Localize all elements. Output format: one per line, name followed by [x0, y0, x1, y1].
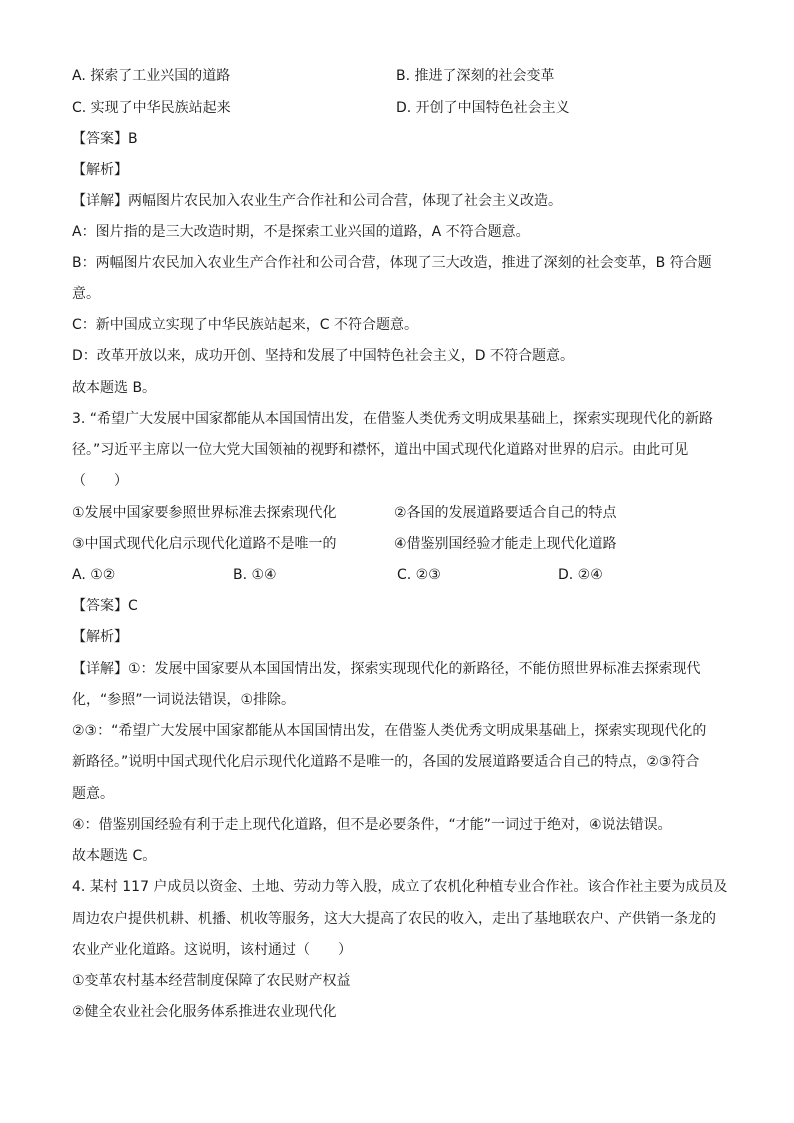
- q2-detail-intro: 【详解】两幅图片农民加入农业生产合作社和公司合营，体现了社会主义改造。: [72, 193, 562, 209]
- q2-detail-c: C：新中国成立实现了中华民族站起来，C 不符合题意。: [72, 317, 418, 333]
- q3-detail-2-line2: 新路径。”说明中国式现代化启示现代化道路不是唯一的，各国的发展道路要适合自己的特点，②③符合: [72, 754, 700, 770]
- q3-stem-line3: （ ）: [72, 473, 128, 489]
- q2-detail-b-line2: 意。: [72, 286, 100, 302]
- q4-item-2: ②健全农业社会化服务体系推进农业现代化: [72, 1004, 337, 1020]
- q3-item-3: ③中国式现代化启示现代化道路不是唯一的: [72, 536, 337, 552]
- q2-option-a: A. 探索了工业兴国的道路: [72, 68, 231, 84]
- q3-analysis-label: 【解析】: [72, 629, 128, 645]
- q2-detail-a: A：图片指的是三大改造时期，不是探索工业兴国的道路，A 不符合题意。: [72, 224, 530, 240]
- q2-analysis-label: 【解析】: [72, 162, 128, 178]
- q3-option-b: B. ①④: [233, 567, 277, 583]
- q3-conclusion: 故本题选 C。: [72, 848, 157, 864]
- q4-stem-line2: 周边农户提供机耕、机播、机收等服务，这大大提高了农民的收入，走出了基地联农户、产供销一条龙的: [72, 911, 716, 927]
- q3-detail-2-line3: 题意。: [72, 786, 114, 802]
- q3-answer: 【答案】C: [72, 598, 138, 614]
- q2-answer: 【答案】B: [72, 131, 138, 147]
- q2-option-b: B. 推进了深刻的社会变革: [396, 68, 555, 84]
- q3-stem-line1: 3. “希望广大发展中国家都能从本国国情出发，在借鉴人类优秀文明成果基础上，探索实现现代化的新路: [72, 411, 714, 427]
- q2-option-d: D. 开创了中国特色社会主义: [396, 100, 570, 116]
- q4-stem-line1: 4. 某村 117 户成员以资金、土地、劳动力等入股，成立了农机化种植专业合作社。该合作社主要为成员及: [72, 879, 728, 895]
- q3-option-c: C. ②③: [397, 567, 441, 583]
- q3-option-d: D. ②④: [558, 567, 603, 583]
- q3-detail-2-line1: ②③：“希望广大发展中国家都能从本国国情出发，在借鉴人类优秀文明成果基础上，探索实现现代化的: [72, 723, 707, 739]
- q2-option-c: C. 实现了中华民族站起来: [72, 100, 231, 116]
- q4-item-1: ①变革农村基本经营制度保障了农民财产权益: [72, 973, 351, 989]
- q2-conclusion: 故本题选 B。: [72, 380, 157, 396]
- q3-item-2: ②各国的发展道路要适合自己的特点: [394, 505, 617, 521]
- q3-detail-1-line1: 【详解】①：发展中国家要从本国国情出发，探索实现现代化的新路径，不能仿照世界标准去探索现代: [72, 661, 701, 677]
- q3-stem-line2: 径。”习近平主席以一位大党大国领袖的视野和襟怀，道出中国式现代化道路对世界的启示。由此可见: [72, 442, 689, 458]
- q3-option-a: A. ①②: [72, 567, 116, 583]
- q2-detail-d: D：改革开放以来，成功开创、坚持和发展了中国特色社会主义，D 不符合题意。: [72, 348, 575, 364]
- q3-detail-4: ④：借鉴别国经验有利于走上现代化道路，但不是必要条件，“才能”一词过于绝对，④说法错误。: [72, 817, 672, 833]
- q3-item-1: ①发展中国家要参照世界标准去探索现代化: [72, 505, 337, 521]
- q2-detail-b-line1: B：两幅图片农民加入农业生产合作社和公司合营，体现了三大改造，推进了深刻的社会变革，B 符合题: [72, 255, 712, 271]
- q3-item-4: ④借鉴别国经验才能走上现代化道路: [394, 536, 617, 552]
- q4-stem-line3: 农业产业化道路。这说明，该村通过（ ）: [72, 942, 352, 958]
- q3-detail-1-line2: 化，“参照”一词说法错误，①排除。: [72, 692, 296, 708]
